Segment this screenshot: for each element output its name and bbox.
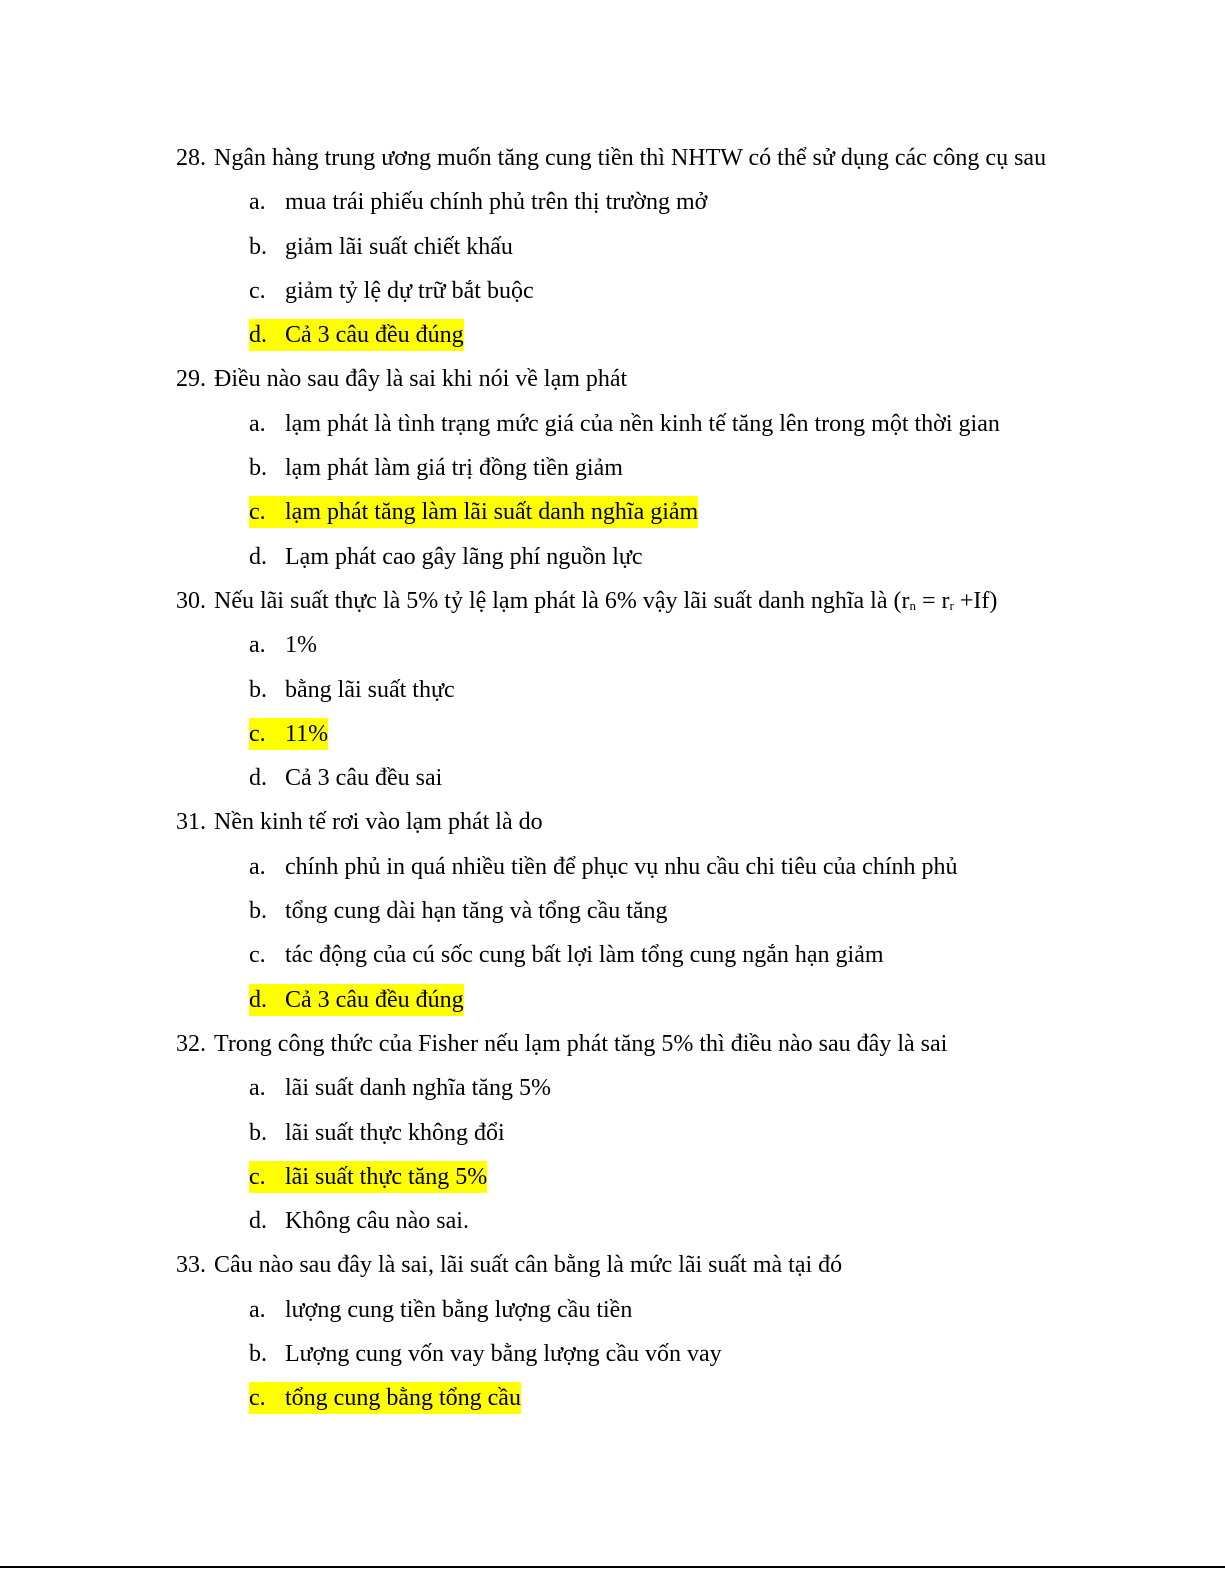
option-29-d <box>176 541 1136 585</box>
option-28-a <box>176 186 1136 230</box>
option-31-d <box>176 984 1136 1028</box>
option-letter: d. <box>249 765 267 792</box>
question-28 <box>176 142 1136 186</box>
option-text: lạm phát làm giá trị đồng tiền giảm <box>285 455 623 482</box>
option-text: mua trái phiếu chính phủ trên thị trường mở <box>285 189 708 216</box>
option-letter: a. <box>249 1296 266 1323</box>
answer-highlight <box>249 718 328 750</box>
option-28-b <box>176 231 1136 275</box>
option-31-a <box>176 851 1136 895</box>
page-bottom-rule <box>0 1566 1225 1568</box>
option-33-c <box>176 1382 1136 1426</box>
option-text: lạm phát là tình trạng mức giá của nền kinh tế tăng lên trong một thời gian <box>285 410 1000 437</box>
question-number: 30. <box>176 587 206 614</box>
option-letter: b. <box>249 233 267 260</box>
answer-highlight <box>249 319 464 351</box>
option-30-b <box>176 674 1136 718</box>
option-28-c <box>176 275 1136 319</box>
option-text: Cả 3 câu đều sai <box>285 765 443 792</box>
option-text: Lượng cung vốn vay bằng lượng cầu vốn vay <box>285 1341 722 1368</box>
option-32-d <box>176 1205 1136 1249</box>
question-number: 32. <box>176 1030 206 1057</box>
answer-highlight <box>249 496 698 528</box>
question-text: Nếu lãi suất thực là 5% tỷ lệ lạm phát là 6% vậy lãi suất danh nghĩa là (r <box>214 587 910 614</box>
option-29-b <box>176 452 1136 496</box>
option-text: 11% <box>285 720 329 747</box>
question-text: Trong công thức của Fisher nếu lạm phát tăng 5% thì điều nào sau đây là sai <box>214 1030 948 1057</box>
option-letter: d. <box>249 986 267 1013</box>
option-letter: c. <box>249 720 266 747</box>
answer-highlight <box>249 1382 521 1414</box>
option-text: bằng lãi suất thực <box>285 676 455 703</box>
formula-equals: = r <box>915 587 950 614</box>
option-32-c <box>176 1161 1136 1205</box>
option-28-d <box>176 319 1136 363</box>
question-text: Câu nào sau đây là sai, lãi suất cân bằng là mức lãi suất mà tại đó <box>214 1252 843 1279</box>
question-text: Nền kinh tế rơi vào lạm phát là do <box>214 809 543 836</box>
option-30-c <box>176 718 1136 762</box>
option-letter: b. <box>249 1119 267 1146</box>
question-list <box>176 142 1136 1427</box>
option-text: lượng cung tiền bằng lượng cầu tiền <box>285 1296 633 1323</box>
option-text: Không câu nào sai. <box>285 1208 469 1235</box>
option-letter: a. <box>249 1075 266 1102</box>
option-33-b <box>176 1338 1136 1382</box>
question-number: 33. <box>176 1252 206 1279</box>
option-32-b <box>176 1117 1136 1161</box>
option-letter: c. <box>249 277 266 304</box>
option-text: chính phủ in quá nhiều tiền để phục vụ nhu cầu chi tiêu của chính phủ <box>285 853 958 880</box>
option-letter: a. <box>249 853 266 880</box>
option-letter: c. <box>249 1163 266 1190</box>
option-30-a <box>176 629 1136 673</box>
formula-tail: +If) <box>953 587 998 614</box>
option-text: 1% <box>285 632 317 659</box>
option-letter: a. <box>249 189 266 216</box>
option-letter: a. <box>249 410 266 437</box>
option-letter: a. <box>249 632 266 659</box>
option-letter: c. <box>249 1385 266 1412</box>
question-29 <box>176 363 1136 407</box>
option-text: giảm tỷ lệ dự trữ bắt buộc <box>285 277 534 304</box>
option-29-a <box>176 408 1136 452</box>
option-31-c <box>176 939 1136 983</box>
option-text: tổng cung bằng tổng cầu <box>285 1385 521 1412</box>
option-letter: c. <box>249 499 266 526</box>
option-text: Lạm phát cao gây lãng phí nguồn lực <box>285 543 643 570</box>
option-text: tổng cung dài hạn tăng và tổng cầu tăng <box>285 898 668 925</box>
question-number: 29. <box>176 366 206 393</box>
answer-highlight <box>249 1161 487 1193</box>
option-text: giảm lãi suất chiết khấu <box>285 233 513 260</box>
option-text: lãi suất thực tăng 5% <box>285 1163 488 1190</box>
question-text: Ngân hàng trung ương muốn tăng cung tiền thì NHTW có thể sử dụng các công cụ sau <box>214 145 1047 171</box>
option-33-a <box>176 1294 1136 1338</box>
option-letter: d. <box>249 543 267 570</box>
question-text-with-formula <box>214 585 997 617</box>
question-33 <box>176 1249 1136 1293</box>
option-text: Cả 3 câu đều đúng <box>285 322 464 349</box>
option-letter: b. <box>249 455 267 482</box>
option-text: lạm phát tăng làm lãi suất danh nghĩa giảm <box>285 499 699 526</box>
answer-highlight <box>249 984 464 1016</box>
question-31 <box>176 806 1136 850</box>
question-number: 31. <box>176 809 206 836</box>
formula-subscript-n: n <box>909 597 916 613</box>
option-letter: d. <box>249 1208 267 1235</box>
option-29-c <box>176 496 1136 540</box>
option-text: lãi suất thực không đổi <box>285 1119 505 1146</box>
question-30 <box>176 585 1136 629</box>
option-text: lãi suất danh nghĩa tăng 5% <box>285 1075 551 1102</box>
question-text: Điều nào sau đây là sai khi nói về lạm phát <box>214 366 628 393</box>
option-32-a <box>176 1072 1136 1116</box>
option-text: tác động của cú sốc cung bất lợi làm tổng cung ngắn hạn giảm <box>285 942 884 969</box>
option-letter: b. <box>249 676 267 703</box>
option-letter: c. <box>249 942 266 969</box>
question-32 <box>176 1028 1136 1072</box>
option-31-b <box>176 895 1136 939</box>
option-text: Cả 3 câu đều đúng <box>285 986 464 1013</box>
formula-subscript-r: r <box>949 597 954 613</box>
option-letter: d. <box>249 322 267 349</box>
option-letter: b. <box>249 1341 267 1368</box>
question-number: 28. <box>176 145 206 171</box>
option-30-d <box>176 762 1136 806</box>
option-letter: b. <box>249 898 267 925</box>
